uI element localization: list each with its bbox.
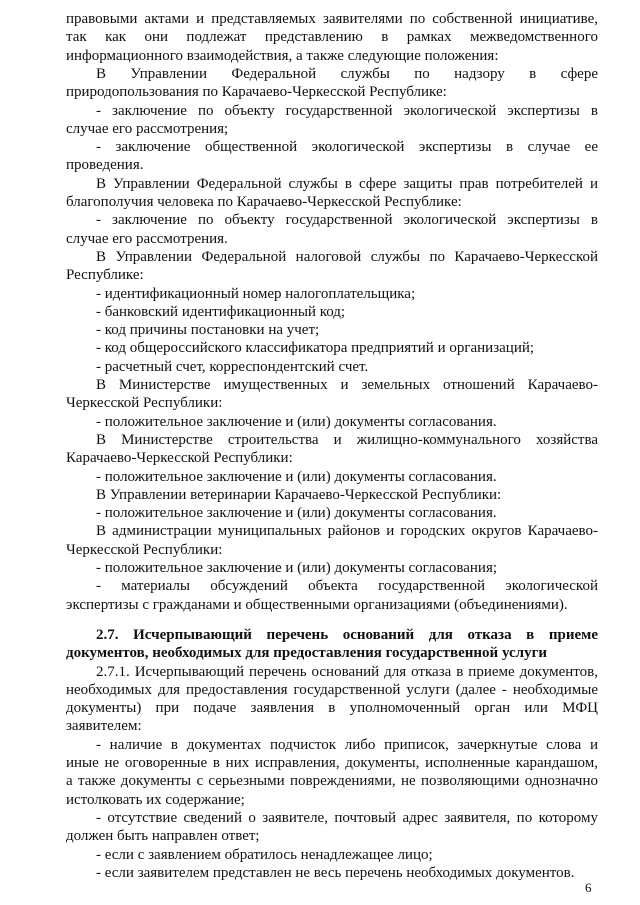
- text-line: благополучия человека по Карачаево-Черкесской Республике:: [66, 194, 462, 210]
- section-heading: документов, необходимых для предоставления государственной услуги: [66, 645, 548, 662]
- text-line: случае его рассмотрения.: [66, 230, 228, 247]
- text-line: - положительное заключение и (или) документы согласования;: [96, 560, 498, 576]
- page-number: 6: [585, 880, 592, 895]
- text-line: 2.7.1. Исчерпывающий перечень оснований для отказа в приеме документов,: [96, 663, 598, 680]
- text-line: В Управлении Федеральной службы по надзору в сфере: [96, 65, 598, 82]
- text-line: природопользования по Карачаево-Черкесской Республике:: [66, 84, 447, 101]
- text-line: В Министерстве имущественных и земельных отношений Карачаево-: [96, 377, 598, 393]
- text-line: должен быть направлен ответ;: [66, 828, 260, 845]
- text-line: В администрации муниципальных районов и городских округов Карачаево-: [96, 523, 598, 540]
- text-line: - заключение общественной экологической экспертизы в случае ее: [96, 139, 598, 156]
- text-line: - заключение по объекту государственной экологической экспертизы в: [96, 102, 598, 119]
- text-line: Черкесской Республики:: [66, 541, 223, 558]
- text-line: В Министерстве строительства и жилищно-коммунального хозяйства: [96, 431, 598, 448]
- text-line: - идентификационный номер налогоплательщика;: [96, 285, 416, 302]
- text-line: - материалы обсуждений объекта государственной экологической: [96, 578, 598, 595]
- text-line: истолковать их содержание;: [66, 791, 245, 808]
- text-line: заявителем:: [66, 718, 142, 735]
- text-line: - положительное заключение и (или) документы согласования.: [96, 468, 497, 485]
- text-line: - расчетный счет, корреспондентский счет.: [96, 358, 369, 375]
- text-line: Республике:: [66, 267, 144, 284]
- text-line: - банковский идентификационный код;: [96, 303, 346, 320]
- text-line: случае его рассмотрения;: [66, 120, 229, 137]
- text-line: правовыми актами и представляемых заявителями по собственной инициативе,: [66, 11, 598, 27]
- text-line: - заключение по объекту государственной экологической экспертизы в: [96, 212, 598, 229]
- text-line: - если заявителем представлен не весь перечень необходимых документов.: [96, 864, 575, 881]
- text-line: В Управлении Федеральной налоговой службы по Карачаево-Черкесской: [96, 248, 598, 265]
- text-line: иные не оговоренные в них исправления, документы, исполненные карандашом,: [66, 755, 598, 771]
- text-line: Черкесской Республики:: [66, 395, 223, 412]
- text-line: - наличие в документах подчисток либо приписок, зачеркнутые слова и: [96, 736, 598, 753]
- text-line: а также документы с серьезными повреждениями, не позволяющими однозначно: [66, 773, 598, 790]
- text-line: - отсутствие сведений о заявителе, почтовый адрес заявителя, по которому: [96, 809, 598, 826]
- text-line: В Управлении ветеринарии Карачаево-Черкесской Республики:: [96, 486, 502, 503]
- text-line: - если с заявлением обратилось ненадлежащее лицо;: [96, 846, 433, 863]
- text-line: - код причины постановки на учет;: [96, 322, 320, 339]
- text-line: - код общероссийского классификатора предприятий и организаций;: [96, 340, 535, 357]
- text-line: документы) при подаче заявления в уполномоченный орган или МФЦ: [66, 700, 598, 717]
- text-line: проведения.: [66, 157, 144, 174]
- section-heading: 2.7. Исчерпывающий перечень оснований для отказа в приеме: [96, 626, 598, 643]
- text-line: экспертизы с гражданами и общественными организациями (объединениями).: [66, 596, 568, 613]
- text-line: необходимых для предоставления государственной услуги (далее - необходимые: [66, 681, 598, 698]
- text-line: - положительное заключение и (или) документы согласования.: [96, 413, 497, 430]
- text-line: В Управлении Федеральной службы в сфере защиты прав потребителей и: [96, 175, 598, 192]
- text-line: информационного взаимодействия, а также следующие положения:: [66, 47, 499, 64]
- text-line: Карачаево-Черкесской Республики:: [66, 450, 293, 467]
- text-line: так как они подлежат представлению в рамках межведомственного: [66, 29, 598, 46]
- text-line: - положительное заключение и (или) документы согласования.: [96, 505, 497, 522]
